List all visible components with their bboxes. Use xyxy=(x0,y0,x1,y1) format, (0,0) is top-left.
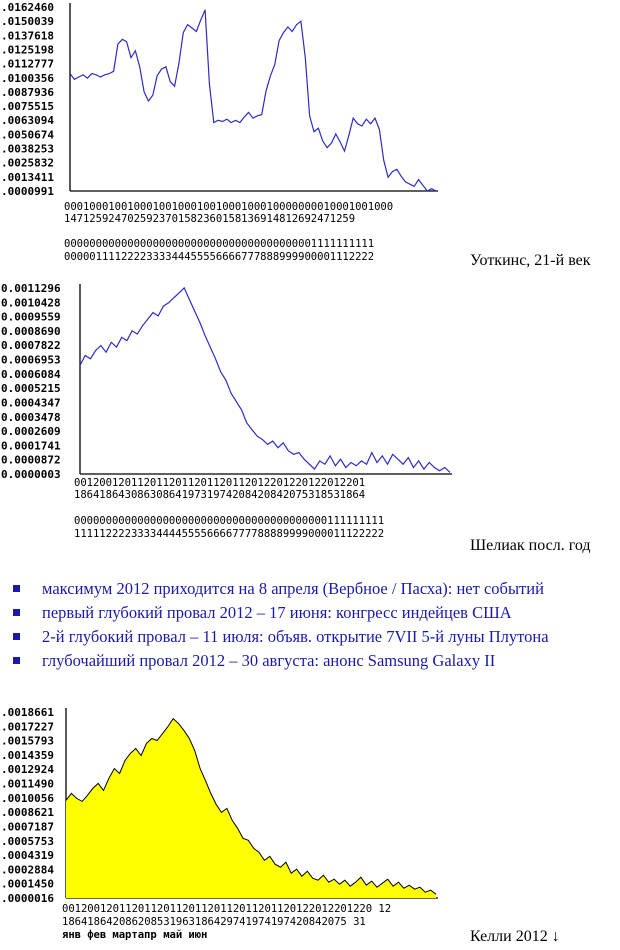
list-item xyxy=(10,626,610,648)
x-tick-row: 0000000000000000000000000000000000000000111111111 xyxy=(74,515,385,527)
list-item xyxy=(10,650,610,672)
y-tick-label: .0000016 xyxy=(1,892,54,905)
y-tick-label: 0.0003478 xyxy=(1,410,61,424)
x-tick-row: 0000000000000000000000000000000000000001111111111 xyxy=(64,238,375,250)
x-tick-row: 1111122223333444455556666777788889999000011122222 xyxy=(74,528,385,540)
month-label: фев xyxy=(87,929,107,941)
y-tick-label: 0.0006084 xyxy=(1,367,61,381)
y-tick-label: .0011490 xyxy=(1,777,54,791)
y-tick-label: 0.0005215 xyxy=(1,382,61,396)
y-tick-label: 0.0000872 xyxy=(1,453,61,467)
y-tick-label: 0.0007822 xyxy=(1,339,61,353)
x-tick-row: 0001000100100010010001001000100010000000010001001000 xyxy=(64,201,394,213)
x-tick-row: 1864186430863086419731974208420842075318531864 xyxy=(74,489,366,501)
y-tick-label: 0.0004347 xyxy=(1,396,61,410)
y-tick-label: 0.0006953 xyxy=(1,353,61,367)
y-tick-label: .0012924 xyxy=(1,763,54,777)
y-tick-label: .0018661 xyxy=(1,706,54,719)
chart-caption-watkins: Уоткинс, 21-й век xyxy=(470,252,591,269)
chart-kelly xyxy=(0,700,620,950)
bullet-square-icon xyxy=(13,609,20,616)
month-label: май xyxy=(163,929,183,941)
y-tick-label: .0005753 xyxy=(1,834,54,848)
y-tick-label: .0125198 xyxy=(1,43,54,57)
y-tick-label: 0.0002609 xyxy=(1,425,61,439)
y-tick-label: .0038253 xyxy=(1,142,54,156)
y-tick-label: .0015793 xyxy=(1,734,54,748)
y-tick-label: .0100356 xyxy=(1,71,54,85)
chart-watkins xyxy=(0,0,620,275)
y-tick-label: .0087936 xyxy=(1,85,54,99)
y-tick-label: 0.0001741 xyxy=(1,439,61,453)
bullet-text: глубочайший провал 2012 – 30 августа: анонс Samsung Galaxy II xyxy=(42,651,496,670)
x-tick-row: 1471259247025923701582360158136914812692471259 xyxy=(64,213,356,225)
x-tick-row: 0000011112222333344455556666777888999900001112222 xyxy=(64,251,375,263)
chart-caption-sheliak: Шелиак посл. год xyxy=(470,537,591,554)
bullet-square-icon xyxy=(13,585,20,592)
bullet-square-icon xyxy=(13,633,20,640)
y-tick-label: .0007187 xyxy=(1,820,54,834)
x-tick-row: 186418642086208531963186429741974197420842075 31 xyxy=(62,916,366,928)
bullet-square-icon xyxy=(13,657,20,664)
bullet-text: максимум 2012 приходится на 8 апреля (Вербное / Пасха): нет событий xyxy=(42,579,544,598)
y-tick-label: .0025832 xyxy=(1,156,54,170)
y-tick-label: 0.0000003 xyxy=(1,468,61,481)
y-tick-label: .0008621 xyxy=(1,806,54,820)
y-tick-label: .0000991 xyxy=(1,185,54,198)
y-tick-label: .0137618 xyxy=(1,29,54,43)
month-label: янв xyxy=(62,929,81,941)
y-tick-label: .0075515 xyxy=(1,100,54,114)
y-tick-label: .0010056 xyxy=(1,791,54,805)
y-tick-label: 0.0010428 xyxy=(1,296,61,310)
y-tick-label: .0002884 xyxy=(1,863,54,877)
series-line xyxy=(70,10,436,191)
bullet-text: 2-й глубокий провал – 11 июля: объяв. открытие 7VII 5-й луны Плутона xyxy=(42,627,549,646)
y-tick-label: .0112777 xyxy=(1,57,54,71)
y-tick-label: .0013411 xyxy=(1,170,54,184)
list-item xyxy=(10,578,610,600)
y-tick-label: .0150039 xyxy=(1,15,54,29)
series-area xyxy=(66,719,436,898)
x-tick-row: 0012001201120112011201120112011201120122012201220 12 xyxy=(62,903,392,915)
list-item xyxy=(10,602,610,624)
chart-sheliak xyxy=(0,280,620,555)
y-tick-label: .0001450 xyxy=(1,877,54,891)
x-tick-row: 0012001201120112011201120112012201220122012201 xyxy=(74,477,366,489)
y-tick-label: .0014359 xyxy=(1,748,54,762)
notes-list xyxy=(10,578,610,674)
bullet-text: первый глубокий провал 2012 – 17 июня: конгресс индейцев США xyxy=(42,603,512,622)
month-label: июн xyxy=(188,929,208,941)
y-tick-label: 0.0008690 xyxy=(1,324,61,338)
y-tick-label: 0.0009559 xyxy=(1,310,61,324)
month-label: мартапр xyxy=(112,929,157,941)
chart-caption-kelly: Келли 2012 ↓ xyxy=(470,928,560,945)
y-tick-label: .0004319 xyxy=(1,849,54,863)
y-tick-label: .0050674 xyxy=(1,128,54,142)
y-tick-label: .0063094 xyxy=(1,114,54,128)
y-tick-label: 0.0011296 xyxy=(1,282,61,295)
series-line xyxy=(80,288,450,473)
y-tick-label: .0162460 xyxy=(1,1,54,14)
y-tick-label: .0017227 xyxy=(1,720,54,734)
